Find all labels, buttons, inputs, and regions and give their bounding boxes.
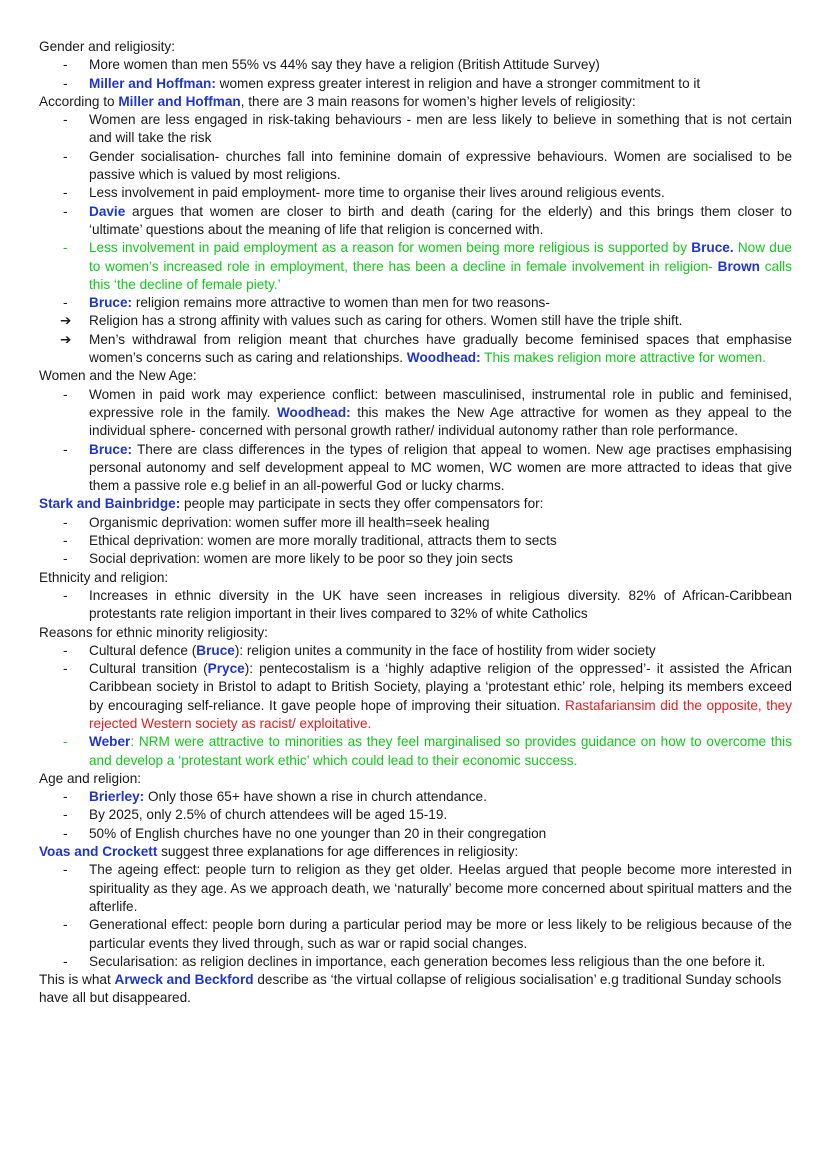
author-name: Weber [89, 734, 131, 750]
dash-marker: - [63, 917, 68, 933]
bullet-text: Men’s withdrawal from religion meant that churches have gradually become feminised spaces that emphasise women’s concerns such as caring and relationships. [89, 331, 792, 366]
bullet-item [39, 56, 792, 74]
paragraph-voas [39, 843, 792, 861]
text-run: This is what [39, 972, 115, 988]
dash-marker: - [63, 441, 68, 457]
bullet-text: Cultural transition ( [89, 661, 208, 677]
bullet-text: argues that women are closer to birth and death (caring for the elderly) and this brings them closer to ‘ultimate’ questions about the meaning of life that religion is concerned with. [89, 203, 792, 237]
arrow-item [39, 331, 792, 368]
author-name: Bruce: [89, 295, 133, 311]
bullet-item [39, 806, 792, 824]
bullet-item [39, 916, 792, 953]
author-name: Brown [717, 258, 760, 274]
bullet-text: Cultural defence ( [89, 642, 197, 658]
bullet-text: Now due to women’s increased role in employment, there has been a decline in female involvement in religion- [89, 240, 792, 274]
bullet-text: Women in paid work may experience conflict: between masculinised, instrumental role in public and feminised, expressive role in the family. [89, 386, 792, 420]
arrow-icon: ➔ [60, 331, 72, 347]
dash-marker: - [63, 57, 68, 73]
section-heading-gender: Gender and religiosity: [39, 39, 176, 54]
bullet-text: women express greater interest in religion and have a stronger commitment to it [215, 75, 701, 91]
bullet-item [39, 294, 792, 312]
bullet-item [39, 825, 792, 843]
section-heading-new-age: Women and the New Age: [39, 368, 197, 384]
author-name: Bruce: [89, 441, 133, 457]
section-heading-age: Age and religion: [39, 770, 142, 786]
dash-marker: - [63, 203, 68, 219]
bullet-item-evaluation [39, 239, 792, 294]
bullet-item [39, 148, 792, 185]
text-run: people may participate in sects they offer compensators for: [180, 496, 544, 512]
bullet-item [39, 642, 792, 660]
bullet-text: ): pentecostalism is a ‘highly adaptive religion of the oppressed’- it assisted the African Caribbean society in Bristol to adapt to British Society, playing a ‘protestant ethic’ role, helping its members exceed by encouraging self-reliance. It gave people hope of improving their situation. [89, 661, 792, 713]
bullet-item [39, 386, 792, 441]
dash-marker: - [63, 551, 68, 567]
bullet-item [39, 587, 792, 624]
bullet-text: Gender socialisation- churches fall into feminine domain of expressive behaviours. Women are socialised to be passive which is valued by most religions. [89, 148, 792, 183]
text-run: According to [39, 93, 119, 109]
bullet-item [39, 184, 792, 202]
dash-marker: - [63, 185, 68, 201]
dash-marker: - [63, 514, 68, 530]
bullet-text: Only those 65+ have shown a rise in church attendance. [144, 789, 487, 805]
bullet-text: Secularisation: as religion declines in importance, each generation becomes less religious than the one before it. [89, 953, 766, 969]
author-name: Bruce. [691, 240, 734, 256]
bullet-text: 50% of English churches have no one younger than 20 in their congregation [89, 825, 547, 841]
dash-marker: - [63, 587, 68, 603]
evaluation-text: : NRM were attractive to minorities as they feel marginalised so provides guidance on how to overcome this and develop a ‘protestant work ethic’ which could lead to their economic success. [89, 734, 792, 768]
bullet-item [39, 550, 792, 568]
author-name: Woodhead: [406, 350, 481, 366]
dash-marker: - [63, 953, 68, 969]
bullet-item [39, 660, 792, 733]
bullet-text: this makes the New Age attractive for women as they appeal to the individual sphere- concerned with personal growth rather/ individual autonomy rather than role performance. [89, 404, 792, 439]
dash-marker: - [63, 661, 68, 677]
bullet-text: Organismic deprivation: women suffer more ill health=seek healing [89, 514, 490, 530]
author-name: Stark and Bainbridge: [39, 496, 181, 512]
bullet-text: The ageing effect: people turn to religion as they get older. Heelas argued that people become more interested in spirituality as they age. As we approach death, we ‘naturally’ become more concerned about spiritual matters and the afterlife. [89, 862, 792, 914]
author-name: Woodhead: [276, 404, 351, 420]
bullet-text: Ethical deprivation: women are more morally traditional, attracts them to sects [89, 533, 557, 549]
dash-marker: - [63, 75, 68, 91]
bullet-text: Generational effect: people born during a particular period may be more or less likely to be religious because of the particular events they lived through, such as war or rapid social changes. [89, 917, 792, 951]
bullet-item [39, 203, 792, 240]
bullet-item [39, 861, 792, 916]
bullet-text: Increases in ethnic diversity in the UK have seen increases in religious diversity. 82% of African-Caribbean protestants rate religion important in their lives compared to 32% of white Catholics [89, 587, 792, 622]
bullet-text: Social deprivation: women are more likely to be poor so they join sects [89, 551, 513, 567]
paragraph-intro [39, 93, 792, 111]
author-name: Pryce [207, 661, 245, 677]
author-name: Miller and Hoffman: [89, 75, 216, 91]
dash-marker: - [63, 825, 68, 841]
dash-marker: - [63, 533, 68, 549]
dash-marker: - [63, 862, 68, 878]
section-heading-ethnicity: Ethnicity and religion: [39, 569, 169, 585]
arrow-item [39, 312, 792, 330]
bullet-text: ): religion unites a community in the face of hostility from wider society [234, 642, 656, 658]
counterpoint-text: Rastafariansim did the opposite, they rejected Western society as racist/ exploitative. [89, 697, 793, 731]
dash-marker: - [63, 789, 68, 805]
bullet-text: Women are less engaged in risk-taking behaviours - men are less likely to believe in something that is not certain and will take the risk [89, 112, 792, 146]
paragraph-final [39, 971, 792, 1008]
bullet-item [39, 788, 792, 806]
author-name: Bruce [196, 642, 235, 658]
author-name: Davie [89, 203, 126, 219]
bullet-text: By 2025, only 2.5% of church attendees will be aged 15-19. [89, 807, 448, 823]
dash-marker: - [63, 642, 68, 658]
text-run: describe as ‘the virtual collapse of religious socialisation’ e.g traditional Sunday schools have all but disappeared. [39, 972, 782, 1006]
arrow-icon: ➔ [60, 313, 72, 329]
bullet-item [39, 953, 792, 971]
bullet-text: calls this ‘the decline of female piety.’ [89, 258, 792, 292]
bullet-item [39, 111, 792, 148]
bullet-item-evaluation [39, 733, 792, 770]
dash-marker: - [63, 734, 68, 750]
bullet-text: Religion has a strong affinity with values such as caring for others. Women still have the triple shift. [89, 313, 683, 329]
author-name: Arweck and Beckford [114, 972, 254, 988]
bullet-text: There are class differences in the types of religion that appeal to women. New age practises emphasising personal autonomy and self development appeal to MC women, WC women are more attracted to ideas that give them a passive role e.g belief in an all-powerful God or lucky charms. [89, 441, 792, 494]
bullet-text: Less involvement in paid employment- more time to organise their lives around religious events. [89, 185, 665, 201]
bullet-text: religion remains more attractive to women than men for two reasons- [132, 295, 550, 311]
section-heading-reasons: Reasons for ethnic minority religiosity: [39, 624, 268, 640]
text-run: , there are 3 main reasons for women’s higher levels of religiosity: [240, 93, 636, 109]
bullet-item [39, 441, 792, 496]
author-name: Brierley: [89, 789, 145, 805]
author-name: Voas and Crockett [39, 844, 158, 860]
dash-marker: - [63, 386, 68, 402]
evaluation-text: This makes religion more attractive for women. [480, 350, 766, 366]
bullet-text: Less involvement in paid employment as a reason for women being more religious is supported by [89, 240, 692, 256]
dash-marker: - [63, 807, 68, 823]
bullet-item [39, 514, 792, 532]
dash-marker: - [63, 112, 68, 128]
paragraph-stark [39, 495, 792, 513]
dash-marker: - [63, 295, 68, 311]
dash-marker: - [63, 240, 68, 256]
bullet-text: More women than men 55% vs 44% say they have a religion (British Attitude Survey) [89, 57, 600, 73]
text-run: suggest three explanations for age differences in religiosity: [157, 844, 519, 860]
author-name: Miller and Hoffman [118, 93, 241, 109]
dash-marker: - [63, 148, 68, 164]
bullet-item [39, 75, 792, 93]
bullet-item [39, 532, 792, 550]
